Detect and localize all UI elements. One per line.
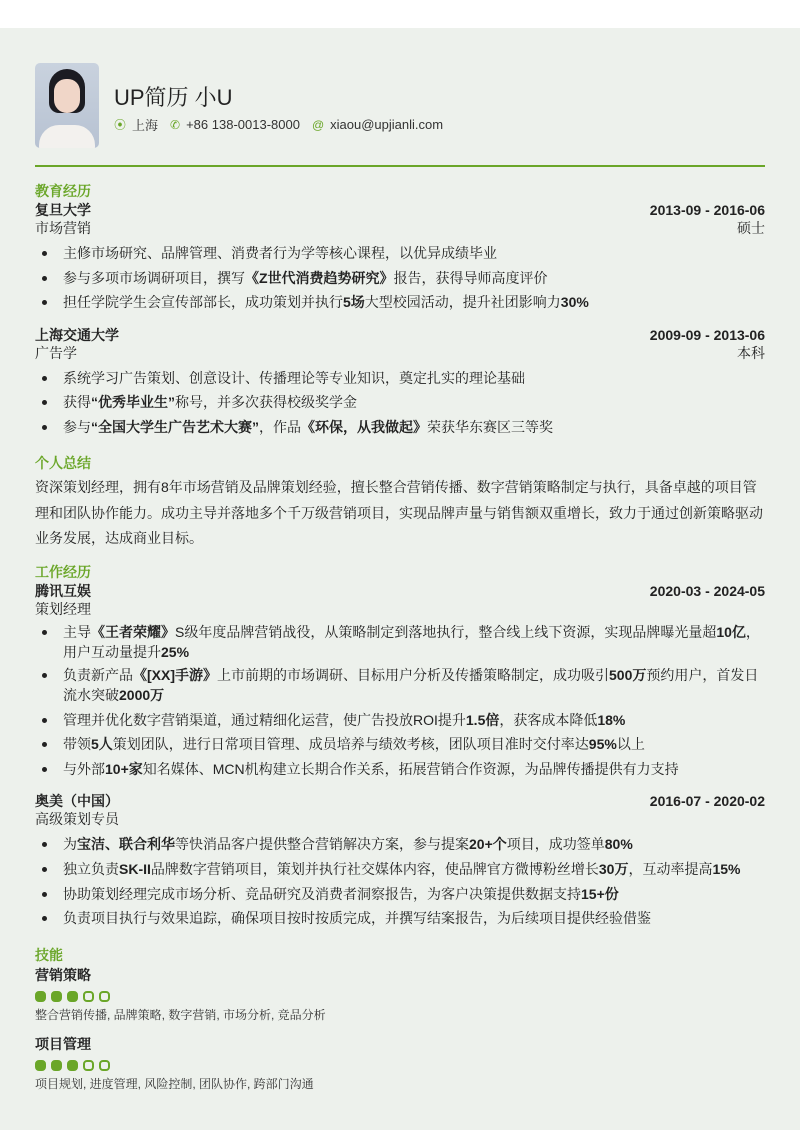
candidate-name: UP简历 小U xyxy=(114,85,233,110)
text: 获得 xyxy=(63,394,91,410)
text: 上市前期的市场调研、目标用户分析及传播策略制定，成功吸引 xyxy=(217,666,609,683)
text: 品牌数字营销项目，策划并执行社交媒体内容，使品牌官方微博粉丝增长 xyxy=(150,860,599,877)
text: 称号，并多次获得校级奖学金 xyxy=(175,394,357,410)
empty-dot-icon xyxy=(83,1060,94,1071)
phone: +86 138-0013-8000 xyxy=(186,117,300,132)
bold-text: 500万 xyxy=(609,666,647,683)
bullet-item xyxy=(35,266,765,291)
bold-text: 5人 xyxy=(91,736,113,752)
text: 主修市场研究、品牌管理、消费者行为学等核心课程，以优异成绩毕业 xyxy=(63,245,497,261)
company-row xyxy=(35,792,765,810)
text: 与外部 xyxy=(63,760,105,777)
section-title-summary: 个人总结 xyxy=(35,455,91,471)
location: 上海 xyxy=(132,118,159,133)
resume-content xyxy=(35,181,765,1093)
text: 等快消品客户提供整合营销解决方案，参与提案 xyxy=(175,836,469,852)
text: 荣获华东赛区三等奖 xyxy=(427,418,553,435)
text: 报告，获得导师高度评价 xyxy=(393,269,548,286)
date-range: 2020-03 - 2024-05 xyxy=(649,582,765,599)
bold-text: 宝洁、联合利华 xyxy=(77,836,175,852)
skill-keywords: 整合营销传播, 品牌策略, 数字营销, 市场分析, 竞品分析 xyxy=(35,1007,326,1022)
filled-dot-icon xyxy=(67,1060,78,1071)
filled-dot-icon xyxy=(35,991,46,1002)
school-name: 上海交通大学 xyxy=(35,326,119,343)
text: 管理并优化数字营销渠道，通过精细化运营，使广告投放ROI提升 xyxy=(63,711,466,728)
skill-name: 营销策略 xyxy=(35,966,91,983)
bullet-item xyxy=(35,366,765,391)
bold-text: 15% xyxy=(712,860,741,877)
major-row xyxy=(35,219,765,237)
bullet-list xyxy=(35,832,765,931)
bullet-item xyxy=(35,708,765,733)
filled-dot-icon xyxy=(51,1060,62,1071)
summary-text: 资深策划经理，拥有8年市场营销及品牌策划经验，擅长整合营销传播、数字营销策略制定与执行，具备卓越的项目管理和团队协作能力。成功主导并落地多个千万级营销项目，实现品牌声量与销售额双重增长，致力于通过创新策略驱动业务发展，达成商业目标。 xyxy=(35,479,763,546)
bold-text: 《王者荣耀》 xyxy=(91,623,175,640)
bold-text: 30万 xyxy=(598,860,629,877)
date-range: 2009-09 - 2013-06 xyxy=(649,326,765,343)
job-role: 高级策划专员 xyxy=(35,811,119,827)
text: 负责项目执行与效果追踪，确保项目按时按质完成，并撰写结案报告，为后续项目提供经验借鉴 xyxy=(63,910,651,926)
empty-dot-icon xyxy=(99,991,110,1002)
text: 策划团队，进行日常项目管理、成员培养与绩效考核，团队项目准时交付率达 xyxy=(112,736,589,752)
text: 系统学习广告策划、创意设计、传播理论等专业知识，奠定扎实的理论基础 xyxy=(63,369,525,386)
role-row xyxy=(35,600,765,618)
job-role: 策划经理 xyxy=(35,600,91,617)
bold-text: 80% xyxy=(604,836,633,852)
school-row xyxy=(35,201,765,219)
bold-text: 10+家 xyxy=(105,760,143,777)
bullet-item xyxy=(35,732,765,757)
bold-text: 10亿 xyxy=(716,623,746,640)
major: 市场营销 xyxy=(35,220,91,236)
company-row xyxy=(35,582,765,600)
location-pin-icon: ⦿ xyxy=(114,118,127,132)
date-range: 2016-07 - 2020-02 xyxy=(649,793,765,809)
text: 以上 xyxy=(616,736,645,752)
bold-text: 15+份 xyxy=(581,885,619,902)
section-title-skills: 技能 xyxy=(35,946,63,963)
email: xiaou@upjianli.com xyxy=(330,117,444,132)
bullet-item xyxy=(35,882,765,907)
skill-keywords: 项目规划, 进度管理, 风险控制, 团队协作, 跨部门沟通 xyxy=(35,1076,314,1091)
bullet-list xyxy=(35,366,765,440)
section-title-education: 教育经历 xyxy=(35,183,91,199)
major-row xyxy=(35,344,765,362)
text: 参与 xyxy=(63,418,91,435)
phone-icon: ✆ xyxy=(170,117,181,132)
bullet-list xyxy=(35,241,765,315)
header-divider xyxy=(35,165,765,167)
company-name: 奥美（中国） xyxy=(35,793,119,809)
company-name: 腾讯互娱 xyxy=(35,582,91,599)
bullet-item xyxy=(35,390,765,415)
skill-name: 项目管理 xyxy=(35,1035,91,1052)
skill-level-rating xyxy=(35,991,765,1002)
bullet-item xyxy=(35,415,765,440)
text: 负责新产品 xyxy=(63,666,133,683)
bullet-list xyxy=(35,622,765,782)
bullet-item xyxy=(35,665,765,705)
bold-text: 《环保，从我做起》 xyxy=(301,418,427,435)
section-title-work: 工作经历 xyxy=(35,563,91,580)
bold-text: “优秀毕业生” xyxy=(91,394,175,410)
text: 项目，成功签单 xyxy=(506,836,605,852)
bold-text: 5场 xyxy=(343,294,365,310)
filled-dot-icon xyxy=(35,1060,46,1071)
text: 协助策划经理完成市场分析、竞品研究及消费者洞察报告，为客户决策提供数据支持 xyxy=(63,885,581,902)
contact-info xyxy=(114,115,449,134)
text: 预约用户，首发日流水突破 xyxy=(63,666,759,703)
profile-photo xyxy=(35,63,99,148)
text: 知名媒体、MCN机构建立长期合作关系，拓展营销合作资源，为品牌传播提供有力支持 xyxy=(142,760,679,777)
resume-header xyxy=(35,63,765,175)
email-icon: @ xyxy=(311,117,325,132)
bullet-item xyxy=(35,906,765,931)
skill-level-rating xyxy=(35,1060,765,1071)
school-row xyxy=(35,326,765,344)
bold-text: 95% xyxy=(588,736,617,752)
spacer xyxy=(35,781,765,792)
text: 带领 xyxy=(63,736,91,752)
bullet-item xyxy=(35,757,765,782)
degree: 本科 xyxy=(737,344,765,361)
empty-dot-icon xyxy=(83,991,94,1002)
bold-text: 20+个 xyxy=(469,836,507,852)
bold-text: SK-II xyxy=(119,860,151,877)
bold-text: 25% xyxy=(161,643,190,660)
bold-text: “全国大学生广告艺术大赛” xyxy=(91,418,259,435)
role-row xyxy=(35,810,765,828)
text: 担任学院学生会宣传部部长，成功策划并执行 xyxy=(63,294,343,310)
degree: 硕士 xyxy=(737,220,765,236)
school-name: 复旦大学 xyxy=(35,202,91,218)
text: ，获客成本降低 xyxy=(499,711,598,728)
date-range: 2013-09 - 2016-06 xyxy=(649,202,765,218)
bold-text: 2000万 xyxy=(119,686,165,703)
resume-page xyxy=(0,28,800,1130)
spacer xyxy=(35,315,765,326)
text: ，作品 xyxy=(259,418,301,435)
empty-dot-icon xyxy=(99,1060,110,1071)
bullet-item xyxy=(35,290,765,315)
filled-dot-icon xyxy=(51,991,62,1002)
bullet-item xyxy=(35,859,765,879)
text: 参与多项市场调研项目，撰写 xyxy=(63,269,245,286)
bold-text: 1.5倍 xyxy=(465,711,500,728)
text: ，互动率提高 xyxy=(628,860,713,877)
text: 为 xyxy=(63,836,77,852)
bold-text: 18% xyxy=(597,711,626,728)
bullet-item xyxy=(35,622,765,662)
text: 大型校园活动，提升社团影响力 xyxy=(364,294,561,310)
major: 广告学 xyxy=(35,344,77,361)
text: S级年度品牌营销战役，从策略制定到落地执行，整合线上线下资源，实现品牌曝光量超 xyxy=(175,623,717,640)
text: 独立负责 xyxy=(63,860,119,877)
bold-text: 30% xyxy=(560,294,589,310)
bullet-item xyxy=(35,241,765,266)
text: ，用户互动量提升 xyxy=(63,623,760,660)
filled-dot-icon xyxy=(67,991,78,1002)
bold-text: 《Z世代消费趋势研究》 xyxy=(245,269,394,286)
text: 主导 xyxy=(63,623,91,640)
bold-text: 《[XX]手游》 xyxy=(133,666,217,683)
bullet-item xyxy=(35,832,765,857)
